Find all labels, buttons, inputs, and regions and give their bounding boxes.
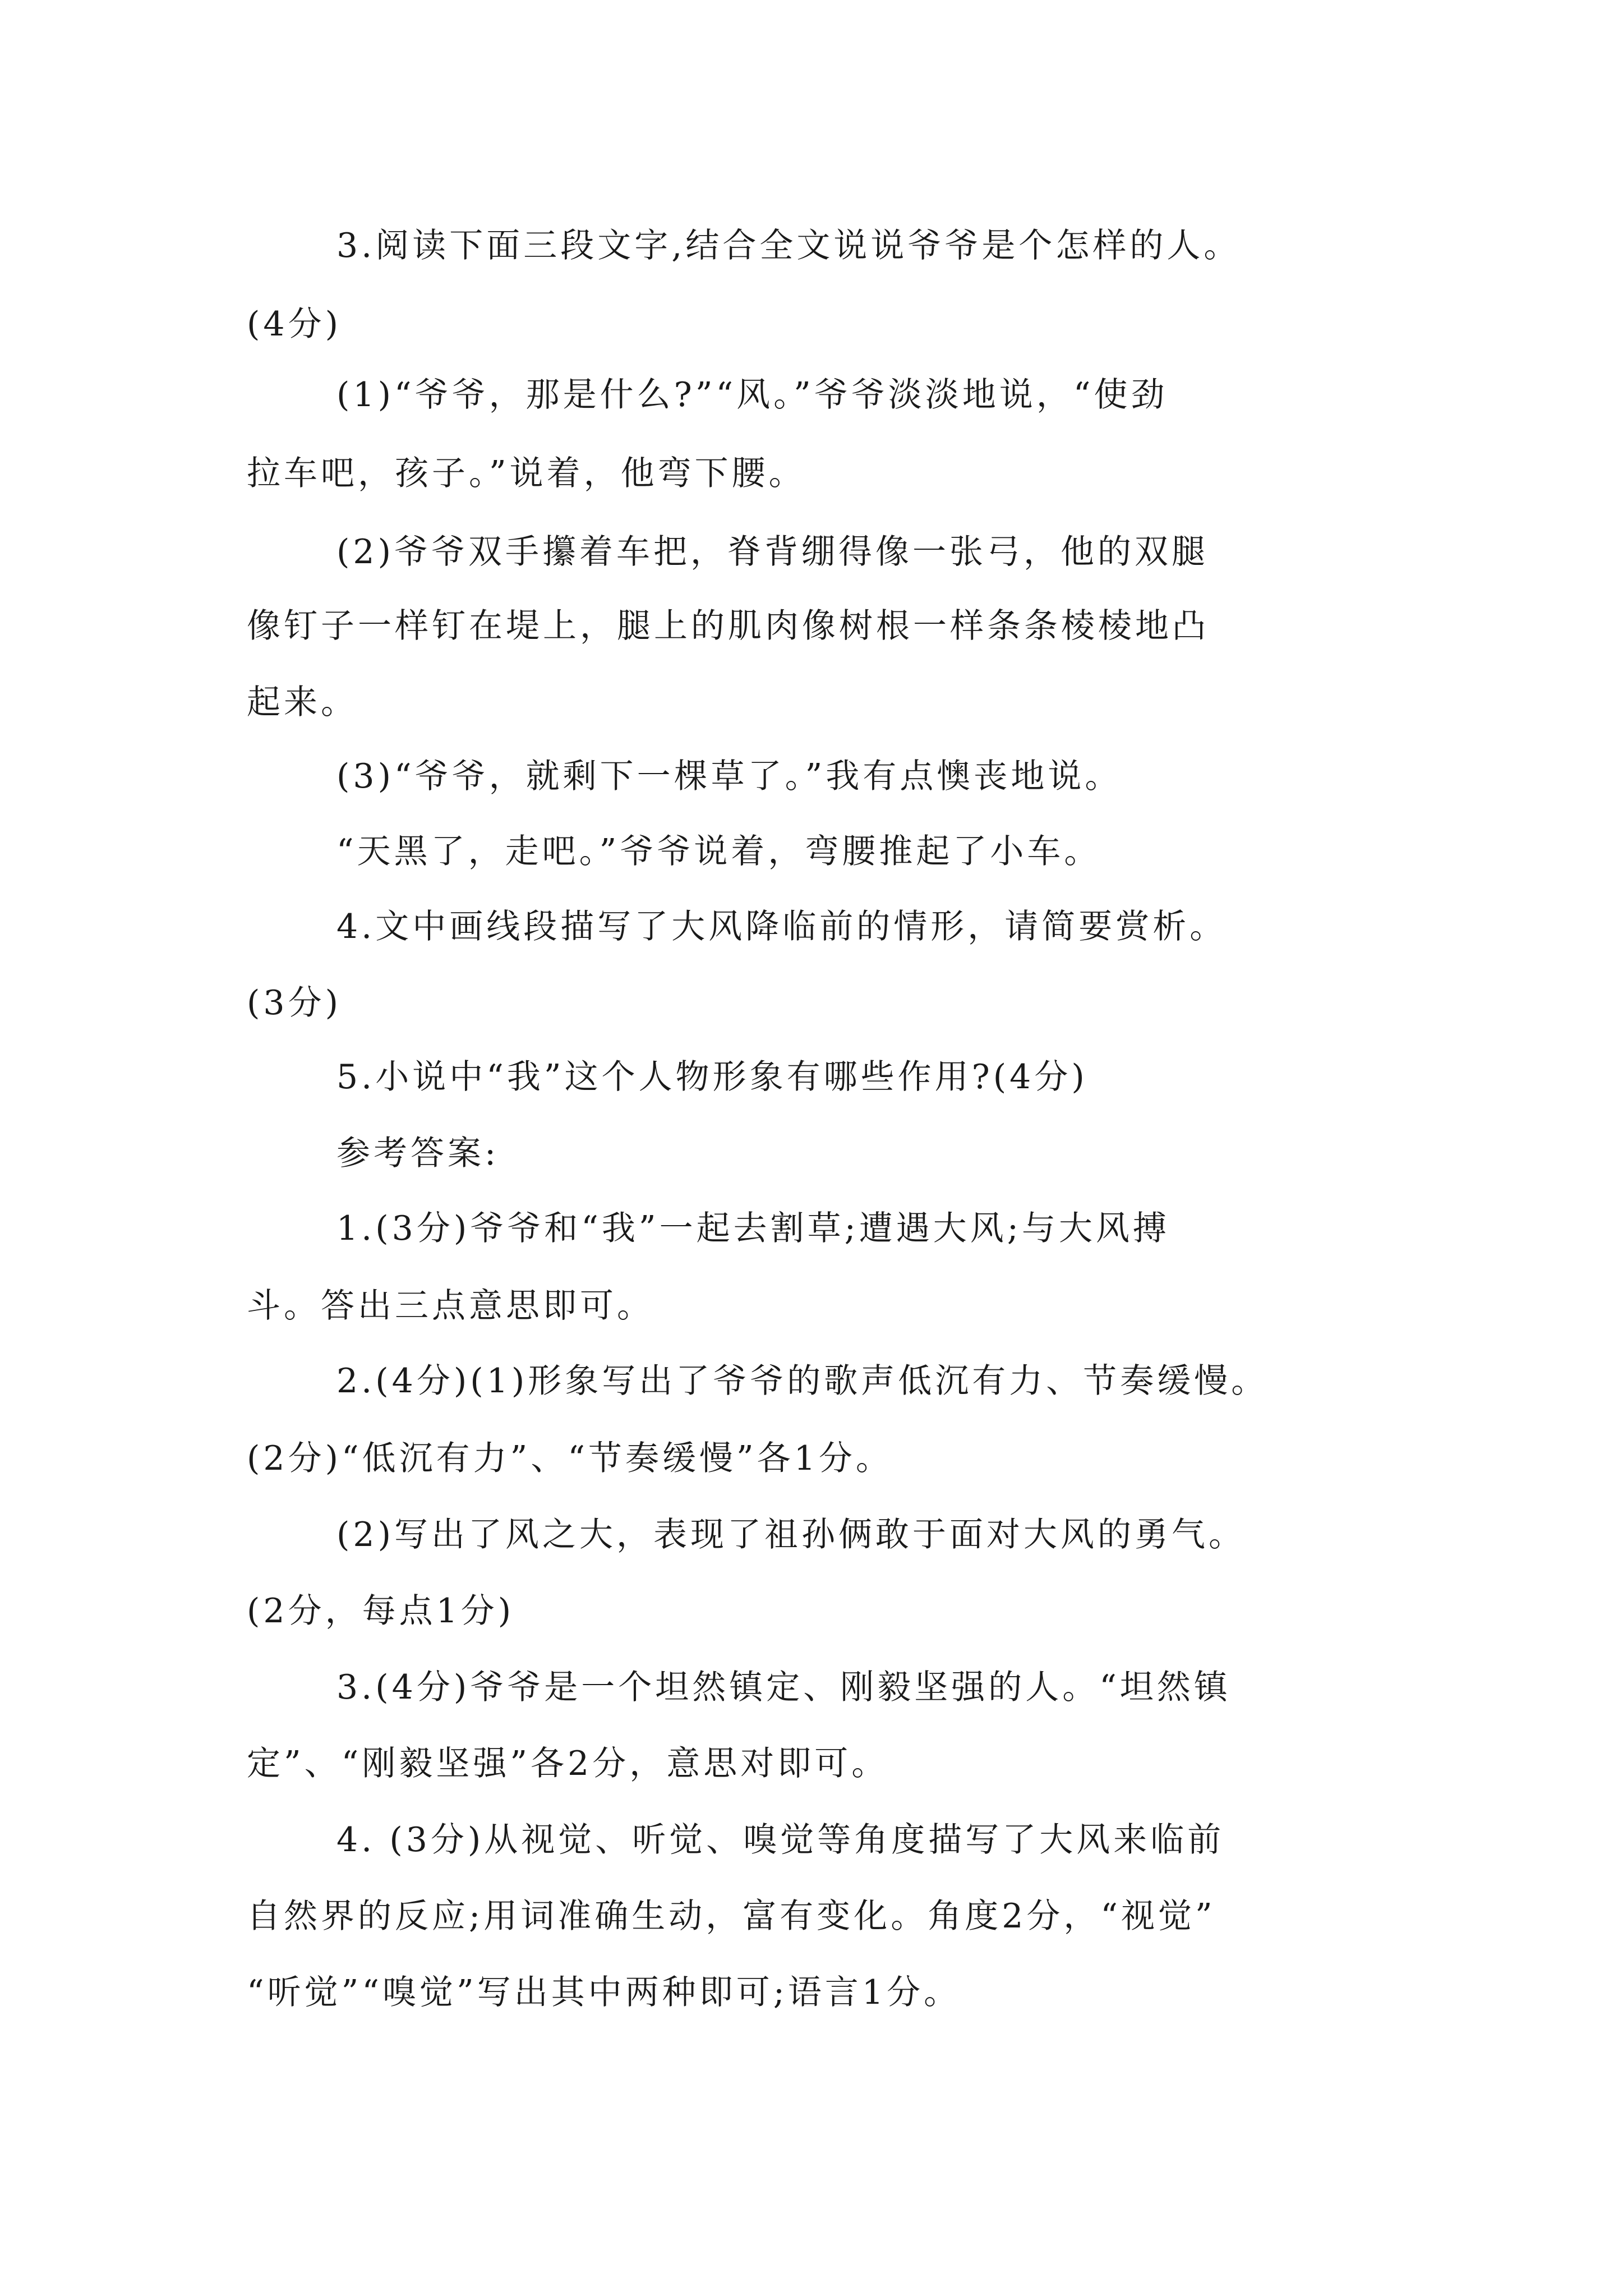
excerpt-1-line-2: 拉车吧，孩子。”说着，他弯下腰。: [247, 454, 806, 493]
answer-4-line-2: 自然界的反应;用词准确生动，富有变化。角度2分，“视觉”: [247, 1897, 1216, 1936]
question-5-text: 5.小说中“我”这个人物形象有哪些作用?(4分): [336, 1057, 1088, 1097]
answer-2-line-2: (2分)“低沉有力”、“节奏缓慢”各1分。: [247, 1439, 893, 1478]
answers-heading: 参考答案:: [336, 1134, 500, 1173]
answer-2-line-4: (2分，每点1分): [247, 1591, 515, 1631]
excerpt-1-line-1: (1)“爷爷，那是什么?”“风。”爷爷淡淡地说，“使劲: [336, 375, 1168, 415]
answer-4-line-1: 4. (3分)从视觉、听觉、嗅觉等角度描写了大风来临前: [336, 1820, 1225, 1860]
answer-4-line-3: “听觉”“嗅觉”写出其中两种即可;语言1分。: [247, 1973, 961, 2012]
question-4-text: 4.文中画线段描写了大风降临前的情形，请简要赏析。: [336, 907, 1227, 946]
excerpt-3-line-2: “天黑了，走吧。”爷爷说着，弯腰推起了小车。: [336, 832, 1101, 871]
question-4-score: (3分): [247, 983, 342, 1023]
excerpt-3-line-1: (3)“爷爷，就剩下一棵草了。”我有点懊丧地说。: [336, 757, 1122, 796]
question-3-text: 3.阅读下面三段文字,结合全文说说爷爷是个怎样的人。: [336, 226, 1241, 265]
excerpt-2-line-2: 像钉子一样钉在堤上，腿上的肌肉像树根一样条条棱棱地凸: [247, 606, 1209, 646]
answer-2-line-3: (2)写出了风之大，表现了祖孙俩敢于面对大风的勇气。: [336, 1515, 1246, 1554]
excerpt-2-line-3: 起来。: [247, 683, 358, 722]
answer-3-line-1: 3.(4分)爷爷是一个坦然镇定、刚毅坚强的人。“坦然镇: [336, 1668, 1231, 1707]
answer-1-line-1: 1.(3分)爷爷和“我”一起去割草;遭遇大风;与大风搏: [336, 1209, 1170, 1248]
question-3-score: (4分): [247, 305, 342, 344]
answer-3-line-2: 定”、“刚毅坚强”各2分，意思对即可。: [247, 1744, 889, 1783]
excerpt-2-line-1: (2)爷爷双手攥着车把，脊背绷得像一张弓，他的双腿: [336, 532, 1209, 572]
answer-1-line-2: 斗。答出三点意思即可。: [247, 1286, 654, 1326]
answer-2-line-1: 2.(4分)(1)形象写出了爷爷的歌声低沉有力、节奏缓慢。: [336, 1361, 1269, 1401]
